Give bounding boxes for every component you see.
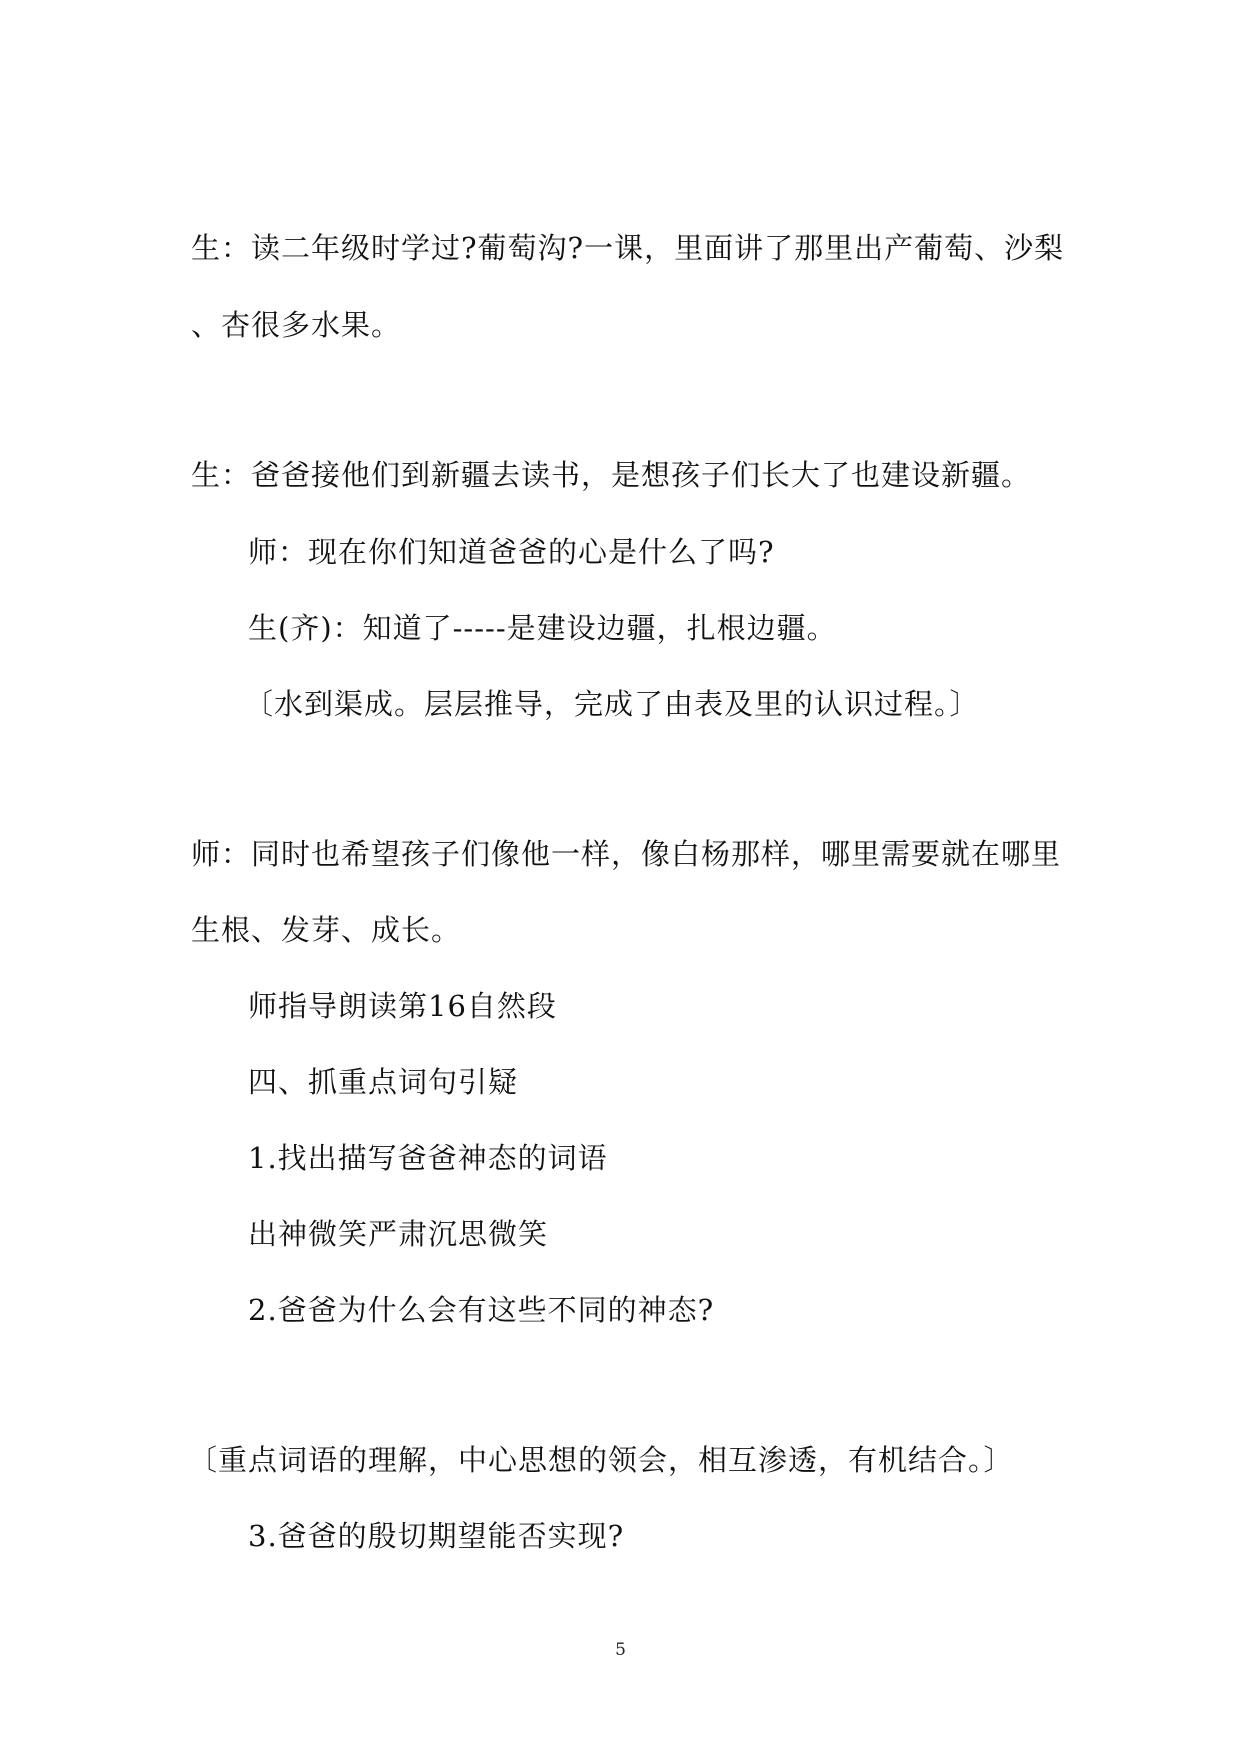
page-number: 5 xyxy=(615,1640,626,1660)
paragraph-line: 师：同时也希望孩子们像他一样，像白杨那样，哪里需要就在哪里 xyxy=(191,837,1062,871)
section-heading: 四、抓重点词句引疑 xyxy=(248,1065,519,1099)
paragraph-line: 生：读二年级时学过?葡萄沟?一课，里面讲了那里出产葡萄、沙梨 xyxy=(191,231,1065,265)
numbered-item: 1.找出描写爸爸神态的词语 xyxy=(248,1141,608,1175)
paragraph-line: 、杏很多水果。 xyxy=(191,308,402,342)
paragraph-line: 生(齐)：知道了-----是建设边疆，扎根边疆。 xyxy=(248,611,837,645)
paragraph-line: 师：现在你们知道爸爸的心是什么了吗? xyxy=(248,535,775,569)
paragraph-line: 出神微笑严肃沉思微笑 xyxy=(248,1217,549,1251)
annotation-line: 〔重点词语的理解，中心思想的领会，相互渗透，有机结合。〕 xyxy=(188,1443,1014,1477)
numbered-item: 2.爸爸为什么会有这些不同的神态? xyxy=(248,1293,715,1327)
paragraph-line: 生：爸爸接他们到新疆去读书，是想孩子们长大了也建设新疆。 xyxy=(191,458,1032,492)
paragraph-line: 生根、发芽、成长。 xyxy=(191,913,462,947)
paragraph-line: 师指导朗读第16自然段 xyxy=(248,989,557,1023)
annotation-line: 〔水到渠成。层层推导，完成了由表及里的认识过程。〕 xyxy=(244,687,980,721)
numbered-item: 3.爸爸的殷切期望能否实现? xyxy=(248,1519,625,1553)
